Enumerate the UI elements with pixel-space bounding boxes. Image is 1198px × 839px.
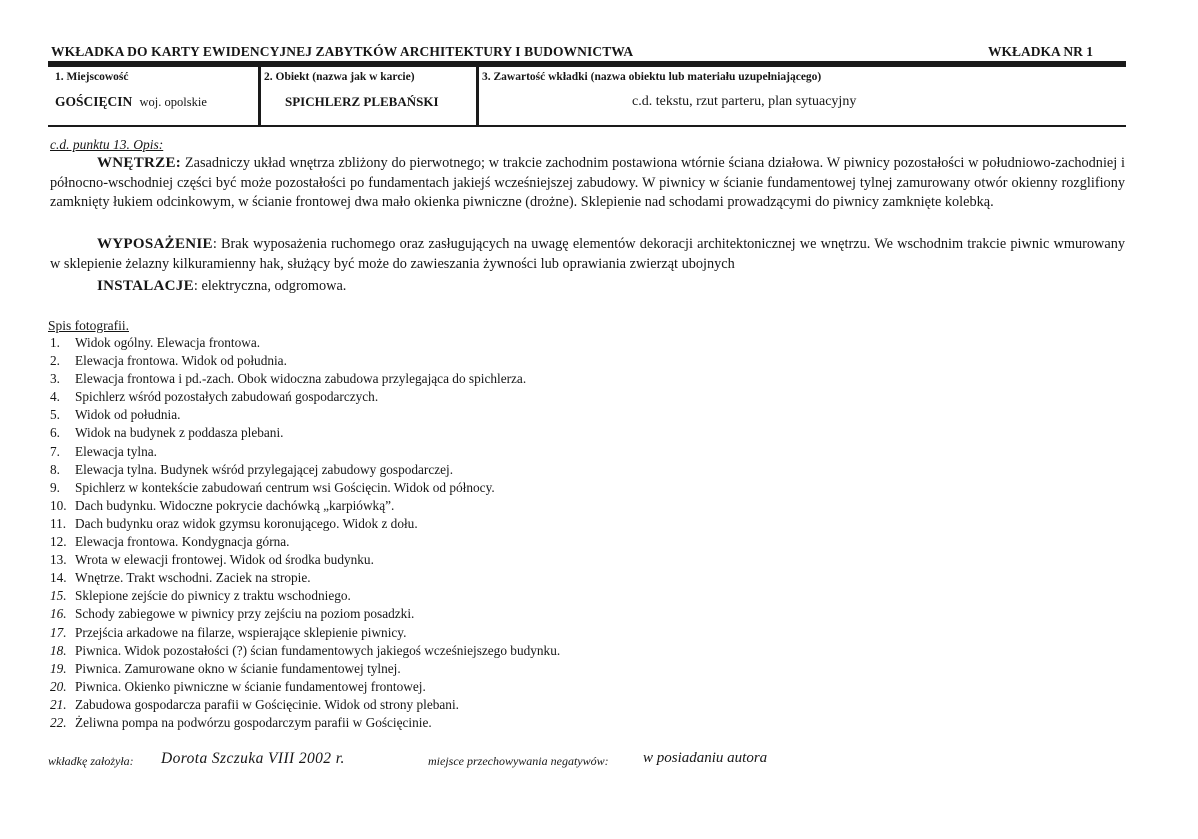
photo-list-item <box>50 370 560 388</box>
locality-label: 1. Miejscowość <box>55 71 129 83</box>
storage-value: w posiadaniu autora <box>643 750 768 766</box>
photo-list-item <box>50 551 560 569</box>
interior-paragraph <box>50 154 1125 213</box>
photo-list-item <box>50 406 560 424</box>
photo-number: 19. <box>50 660 67 676</box>
content-label: 3. Zawartość wkładki (nazwa obiektu lub materiału uzupełniającego) <box>482 71 822 83</box>
fields-bottom-rule <box>48 125 1126 127</box>
content-value: c.d. tekstu, rzut parteru, plan sytuacyjny <box>632 94 857 109</box>
photo-caption: Spichlerz wśród pozostałych zabudowań gospodarczych. <box>75 389 379 405</box>
photo-number: 16. <box>50 606 67 622</box>
equipment-paragraph <box>50 235 1125 274</box>
header-rule <box>48 61 1126 67</box>
photo-number: 4. <box>50 389 60 405</box>
equipment-heading: WYPOSAŻENIE <box>97 236 213 252</box>
photo-list-item <box>50 714 560 732</box>
photo-list-item <box>50 352 560 370</box>
photo-caption: Dach budynku. Widoczne pokrycie dachówką „karpiówką”. <box>75 497 395 513</box>
photo-number: 22. <box>50 714 67 730</box>
photo-list-item <box>50 660 560 678</box>
locality-region: woj. opolskie <box>139 95 207 109</box>
photo-list-item <box>50 696 560 714</box>
photo-list-item <box>50 605 560 623</box>
photos-heading: Spis fotografii. <box>48 318 129 333</box>
photo-caption: Piwnica. Okienko piwniczne w ścianie fundamentowej frontowej. <box>75 678 426 694</box>
photo-caption: Piwnica. Widok pozostałości (?) ścian fundamentowych jakiegoś wcześniejszego budynku. <box>75 642 561 658</box>
photo-caption: Piwnica. Zamurowane okno w ścianie fundamentowej tylnej. <box>75 660 401 676</box>
photo-list <box>50 334 560 732</box>
photo-caption: Widok ogólny. Elewacja frontowa. <box>75 335 261 350</box>
photo-number: 15. <box>50 588 67 604</box>
photo-number: 12. <box>50 534 67 550</box>
photo-caption: Zabudowa gospodarcza parafii w Gościęcinie. Widok od strony plebani. <box>75 696 459 712</box>
photo-number: 21. <box>50 696 67 712</box>
storage-label: miejsce przechowywania negatywów: <box>428 754 609 768</box>
photo-caption: Elewacja frontowa i pd.-zach. Obok widoczna zabudowa przylegająca do spichlerza. <box>75 371 527 387</box>
photo-list-item <box>50 443 560 461</box>
photo-number: 5. <box>50 407 60 423</box>
photo-caption: Wrota w elewacji frontowej. Widok od środka budynku. <box>75 552 374 568</box>
field-divider-1 <box>258 67 261 126</box>
photo-number: 13. <box>50 552 67 568</box>
object-label: 2. Obiekt (nazwa jak w karcie) <box>264 71 415 83</box>
photo-caption: Spichlerz w kontekście zabudowań centrum wsi Gościęcin. Widok od północy. <box>75 479 495 495</box>
photo-number: 11. <box>50 515 67 531</box>
photo-list-item <box>50 424 560 442</box>
photo-caption: Wnętrze. Trakt wschodni. Zaciek na stropie. <box>75 570 311 586</box>
installations-paragraph <box>50 277 1125 297</box>
photo-caption: Przejścia arkadowe na filarze, wspierające sklepienie piwnicy. <box>75 624 407 640</box>
author-value: Dorota Szczuka VIII 2002 r. <box>161 750 345 767</box>
installations-text: : elektryczna, odgromowa. <box>193 278 347 294</box>
field-divider-2 <box>476 67 479 126</box>
installations-heading: INSTALACJE <box>97 278 194 294</box>
photo-number: 10. <box>50 497 67 513</box>
author-label: wkładkę założyła: <box>48 754 134 768</box>
photo-caption: Widok od południa. <box>75 407 181 423</box>
photo-number: 3. <box>50 371 60 387</box>
equipment-text: : Brak wyposażenia ruchomego oraz zasługujących na uwagę elementów dekoracji architektonicznej we wnętrzu. We wschodnim trakcie piwnic wmurowany w sklepienie żelazny kilkuramienny hak, służący być może do zawieszania żywności lub oprawiania zwierząt ubojnych <box>50 236 1125 272</box>
photo-number: 1. <box>50 335 60 350</box>
photo-caption: Elewacja frontowa. Widok od południa. <box>75 353 287 369</box>
object-value: SPICHLERZ PLEBAŃSKI <box>285 94 439 109</box>
photo-list-item <box>50 678 560 696</box>
photo-number: 9. <box>50 479 60 495</box>
photo-list-item <box>50 461 560 479</box>
photo-caption: Widok na budynek z poddasza plebani. <box>75 425 284 441</box>
photo-caption: Elewacja tylna. <box>75 443 157 459</box>
photo-list-item <box>50 624 560 642</box>
photo-number: 14. <box>50 570 67 586</box>
photo-caption: Elewacja tylna. Budynek wśród przylegającej zabudowy gospodarczej. <box>75 461 454 477</box>
photo-number: 8. <box>50 461 60 477</box>
photo-caption: Dach budynku oraz widok gzymsu koronującego. Widok z dołu. <box>75 515 418 531</box>
photo-number: 17. <box>50 624 67 640</box>
photo-list-item <box>50 334 560 352</box>
photo-list-item <box>50 587 560 605</box>
photo-list-item <box>50 388 560 406</box>
locality-value <box>55 94 207 110</box>
interior-text: Zasadniczy układ wnętrza zbliżony do pierwotnego; w trakcie zachodnim postawiona wtórnie ściana działowa. W piwnicy pozostałości w południowo-zachodniej i północno-wschodniej części być może pozostałości po fundamentach jakiejś wcześniejszej zabudowy. W piwnicy w ścianie fundamentowej tylnej zamurowany otwór okienny rozglifiony zamknięty łukiem odcinkowym, w ścianie frontowej dwa mało okienka piwniczne (drożne). Sklepienie nad schodami prowadzącymi do piwnicy zamknięte kolebką. <box>50 155 1126 210</box>
form-title: WKŁADKA DO KARTY EWIDENCYJNEJ ZABYTKÓW ARCHITEKTURY I BUDOWNICTWA <box>51 44 634 59</box>
locality-name: GOŚCIĘCIN <box>55 94 133 109</box>
photo-caption: Schody zabiegowe w piwnicy przy zejściu na poziom posadzki. <box>75 606 415 622</box>
photo-list-item <box>50 533 560 551</box>
photo-number: 6. <box>50 425 60 441</box>
photo-number: 18. <box>50 642 67 658</box>
photo-list-item <box>50 569 560 587</box>
photo-caption: Elewacja frontowa. Kondygnacja górna. <box>75 534 290 550</box>
insert-number: WKŁADKA NR 1 <box>988 44 1094 59</box>
photo-list-item <box>50 642 560 660</box>
photo-caption: Żeliwna pompa na podwórzu gospodarczym parafii w Gościęcinie. <box>75 714 432 730</box>
interior-heading: WNĘTRZE: <box>97 155 182 171</box>
photo-number: 7. <box>50 443 60 459</box>
photo-list-item <box>50 479 560 497</box>
photo-list-item <box>50 515 560 533</box>
photo-list-item <box>50 497 560 515</box>
section-label: c.d. punktu 13. Opis: <box>50 137 164 152</box>
photo-number: 20. <box>50 678 67 694</box>
photo-caption: Sklepione zejście do piwnicy z traktu wschodniego. <box>75 588 351 604</box>
photo-number: 2. <box>50 353 60 369</box>
